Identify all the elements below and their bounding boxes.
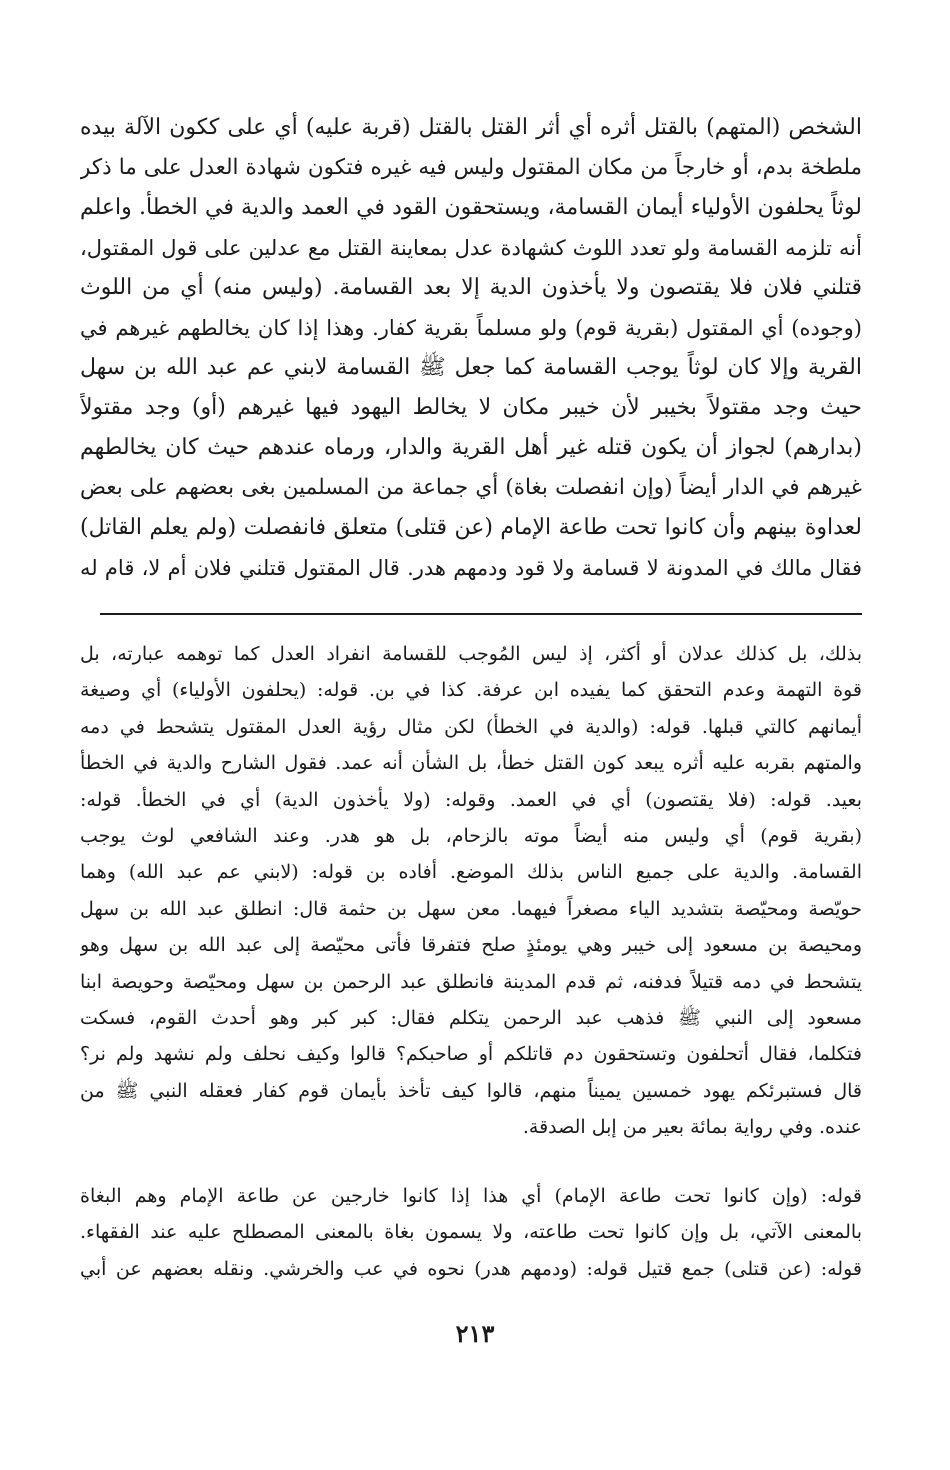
page-number: ٢١٣: [455, 1319, 495, 1348]
footnote-line: (بقرية قوم) أي وليس منه أيضاً موته بالزحام، بل هو هدر. وعند الشافعي لوث يوجب: [80, 824, 862, 847]
main-text-block: [80, 108, 862, 588]
text-line: القرية وإلا كان لوثاً يوجب القسامة كما جعل ﷺ القسامة لابني عم عبد الله بن سهل: [80, 355, 862, 380]
text-line: (وجوده) أي المقتول (بقرية قوم) ولو مسلماً بقرية كفار. وهذا إذا كان يخالطهم غيرهم في: [80, 316, 862, 340]
footnote-line: قوة التهمة وعدم التحقق كما يفيده ابن عرفة. كذا في بن. قوله: (يحلفون الأولياء) أي وصيغة: [80, 679, 862, 702]
footnote-line: والمتهم بقربه عليه أثره يبعد كون القتل خطأ، بل الشأن أنه عمد. فقول الشارح والدية في الخطأ: [80, 752, 862, 775]
text-line: حيث وجد مقتولاً بخيبر لأن خيبر مكان لا يخالط اليهود فيها غيرهم (أو) وجد مقتولاً: [80, 395, 862, 420]
footnote-line: أيمانهم كالتي قبلها. قوله: (والدية في الخطأ) لكن مثال رؤية العدل المقتول يتشحط في دمه: [80, 715, 862, 738]
footnote-line: قوله: (عن قتلى) جمع قتيل قوله: (ودمهم هدر) نحوه في عب والخرشي. ونقله بعضهم عن أبي: [80, 1257, 862, 1280]
footnote-line: حويّصة ومحيّصة بتشديد الياء مصغراً فيهما. معن سهل بن حثمة قال: انطلق عبد الله بن سهل: [80, 897, 862, 920]
footnote-line: عنده. وفي رواية بمائة بعير من إبل الصدقة.: [522, 1116, 862, 1139]
text-line: فقال مالك في المدونة لا قسامة ولا قود ودمهم هدر. قال المقتول قتلني فلان أم لا، قام له: [80, 556, 862, 580]
text-line: أنه تلزمه القسامة ولو تعدد اللوث كشهادة عدل بمعاينة القتل مع عدلين على قول المقتول،: [80, 236, 862, 260]
text-line: ملطخة بدم، أو خارجاً من مكان المقتول وليس فيه غيره فتكون شهادة العدل على ما ذكر: [80, 155, 862, 180]
footnote-line: قال فستبرئكم يهود خمسين يميناً منهم، قالوا كيف تأخذ بأيمان قوم كفار فعقله النبي ﷺ من: [80, 1079, 862, 1102]
footnote-line: فتكلما، فقال أتحلفون وتستحقون دم قاتلكم أو صاحبكم؟ قالوا وكيف نحلف ولم نشهد ولم نر؟: [80, 1043, 862, 1066]
footnote-line: بذلك، بل كذلك عدلان أو أكثر، إذ ليس المُوجب للقسامة انفراد العدل كما توهمه عبارته، بل: [80, 643, 862, 665]
text-line: قتلني فلان فلا يقتصون ولا يأخذون الدية إلا بعد القسامة. (وليس منه) أي من اللوث: [80, 275, 862, 300]
footnote-line: بالمعنى الآتي، بل وإن كانوا تحت طاعته، ولا يسمون بغاة بالمعنى المصطلح عليه عند الفقهاء.: [80, 1221, 862, 1244]
footnote-line: ومحيصة بن مسعود إلى خيبر وهي يومئذٍ صلح فتفرقا فأتى محيّصة إلى عبد الله بن سهل وهو: [80, 934, 862, 957]
text-line: (بدارهم) لجواز أن يكون قتله غير أهل القرية والدار، ورماه عندهم حيث كان يخالطهم: [80, 435, 862, 460]
footnote-block-2: [80, 1178, 862, 1287]
text-line: غيرهم في الدار أيضاً (وإن انفصلت بغاة) أي جماعة من المسلمين بغى بعضهم على بعض: [80, 475, 862, 500]
footnote-block: [80, 636, 862, 1145]
footnote-line: القسامة. والدية على جميع الناس بذلك الموضع. أفاده بن قوله: (لابني عم عبد الله) وهما: [80, 861, 862, 884]
footnote-line: بعيد. قوله: (فلا يقتصون) أي في العمد. وقوله: (ولا يأخذون الدية) أي في الخطأ. قوله:: [80, 788, 862, 811]
text-line: لعداوة بينهم وأن كانوا تحت طاعة الإمام (عن قتلى) متعلق فانفصلت (ولم يعلم القاتل): [80, 515, 862, 540]
footnote-line: قوله: (وإن كانوا تحت طاعة الإمام) أي هذا إذا كانوا خارجين عن طاعة الإمام وهم البغاة: [80, 1185, 862, 1207]
footnote-divider: [100, 613, 862, 615]
footnote-line: يتشحط في دمه قتيلاً فدفنه، ثم قدم المدينة فانطلق عبد الرحمن بن سهل ومحيّصة وحويصة ابنا: [80, 970, 862, 993]
text-line: الشخص (المتهم) بالقتل أثره أي أثر القتل بالقتل (قربة عليه) أي على ككون الآلة بيده: [80, 115, 862, 140]
text-line: لوثاً يحلفون الأولياء أيمان القسامة، ويستحقون القود في العمد والدية في الخطأ. واعلم: [80, 195, 862, 220]
footnote-line: مسعود إلى النبي ﷺ فذهب عبد الرحمن يتكلم فقال: كبر كبر وهو أحدث القوم، فسكت: [80, 1006, 862, 1029]
